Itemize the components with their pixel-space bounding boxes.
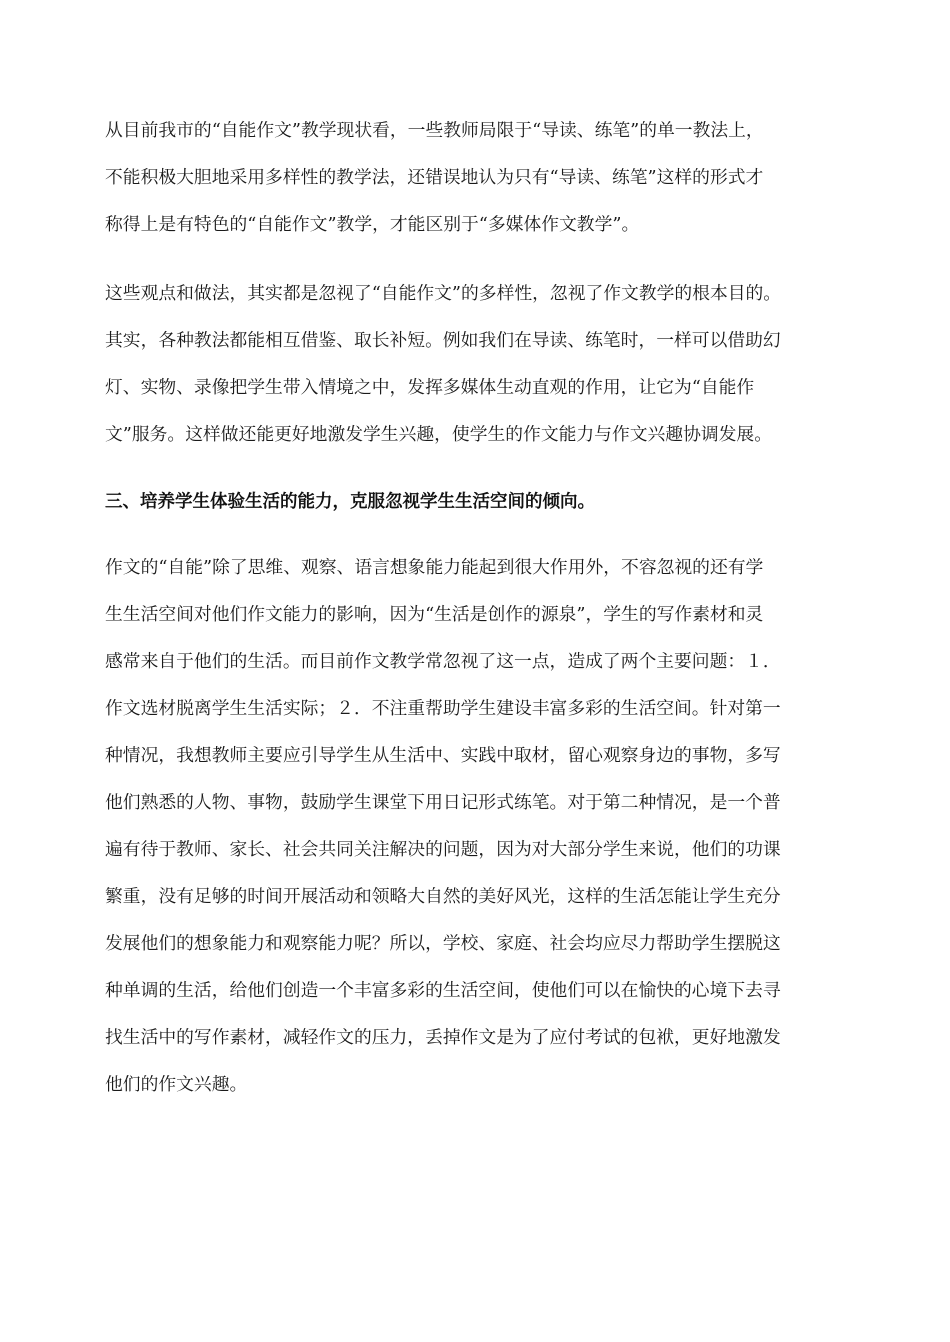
paragraph-3-line-3: 感常来自于他们的生活。而目前作文教学常忽视了这一点，造成了两个主要问题：１． xyxy=(105,651,781,672)
paragraph-3-line-7: 遍有待于教师、家长、社会共同关注解决的问题，因为对大部分学生来说，他们的功课 xyxy=(105,839,781,860)
paragraph-2-line-2: 其实，各种教法都能相互借鉴、取长补短。例如我们在导读、练笔时，一样可以借助幻 xyxy=(105,330,781,351)
paragraph-3-line-12: 他们的作文兴趣。 xyxy=(105,1074,248,1095)
paragraph-2-line-4: 文”服务。这样做还能更好地激发学生兴趣，使学生的作文能力与作文兴趣协调发展。 xyxy=(105,424,772,445)
paragraph-3-line-8: 繁重，没有足够的时间开展活动和领略大自然的美好风光，这样的生活怎能让学生充分 xyxy=(105,886,781,907)
paragraph-3-line-1: 作文的“自能”除了思维、观察、语言想象能力能起到很大作用外，不容忽视的还有学 xyxy=(105,557,764,578)
paragraph-2-line-1: 这些观点和做法，其实都是忽视了“自能作文”的多样性，忽视了作文教学的根本目的。 xyxy=(105,283,782,304)
paragraph-3-line-4: 作文选材脱离学生生活实际；２．不注重帮助学生建设丰富多彩的生活空间。针对第一 xyxy=(105,698,781,719)
paragraph-1-line-1: 从目前我市的“自能作文”教学现状看，一些教师局限于“导读、练笔”的单一教法上， xyxy=(105,120,764,141)
paragraph-3-line-9: 发展他们的想象能力和观察能力呢？所以，学校、家庭、社会均应尽力帮助学生摆脱这 xyxy=(105,933,781,954)
paragraph-1-line-3: 称得上是有特色的“自能作文”教学，才能区别于“多媒体作文教学”。 xyxy=(105,214,640,235)
paragraph-3-line-2: 生生活空间对他们作文能力的影响，因为“生活是创作的源泉”，学生的写作素材和灵 xyxy=(105,604,764,625)
section-heading-3: 三、培养学生体验生活的能力，克服忽视学生生活空间的倾向。 xyxy=(105,492,595,512)
paragraph-3-line-6: 他们熟悉的人物、事物，鼓励学生课堂下用日记形式练笔。对于第二种情况，是一个普 xyxy=(105,792,781,813)
paragraph-3-line-11: 找生活中的写作素材，减轻作文的压力，丢掉作文是为了应付考试的包袱，更好地激发 xyxy=(105,1027,781,1048)
paragraph-2-line-3: 灯、实物、录像把学生带入情境之中，发挥多媒体生动直观的作用，让它为“自能作 xyxy=(105,377,755,398)
paragraph-1-line-2: 不能积极大胆地采用多样性的教学法，还错误地认为只有“导读、练笔”这样的形式才 xyxy=(105,167,764,188)
paragraph-3-line-5: 种情况，我想教师主要应引导学生从生活中、实践中取材，留心观察身边的事物，多写 xyxy=(105,745,781,766)
paragraph-3-line-10: 种单调的生活，给他们创造一个丰富多彩的生活空间，使他们可以在愉快的心境下去寻 xyxy=(105,980,781,1001)
